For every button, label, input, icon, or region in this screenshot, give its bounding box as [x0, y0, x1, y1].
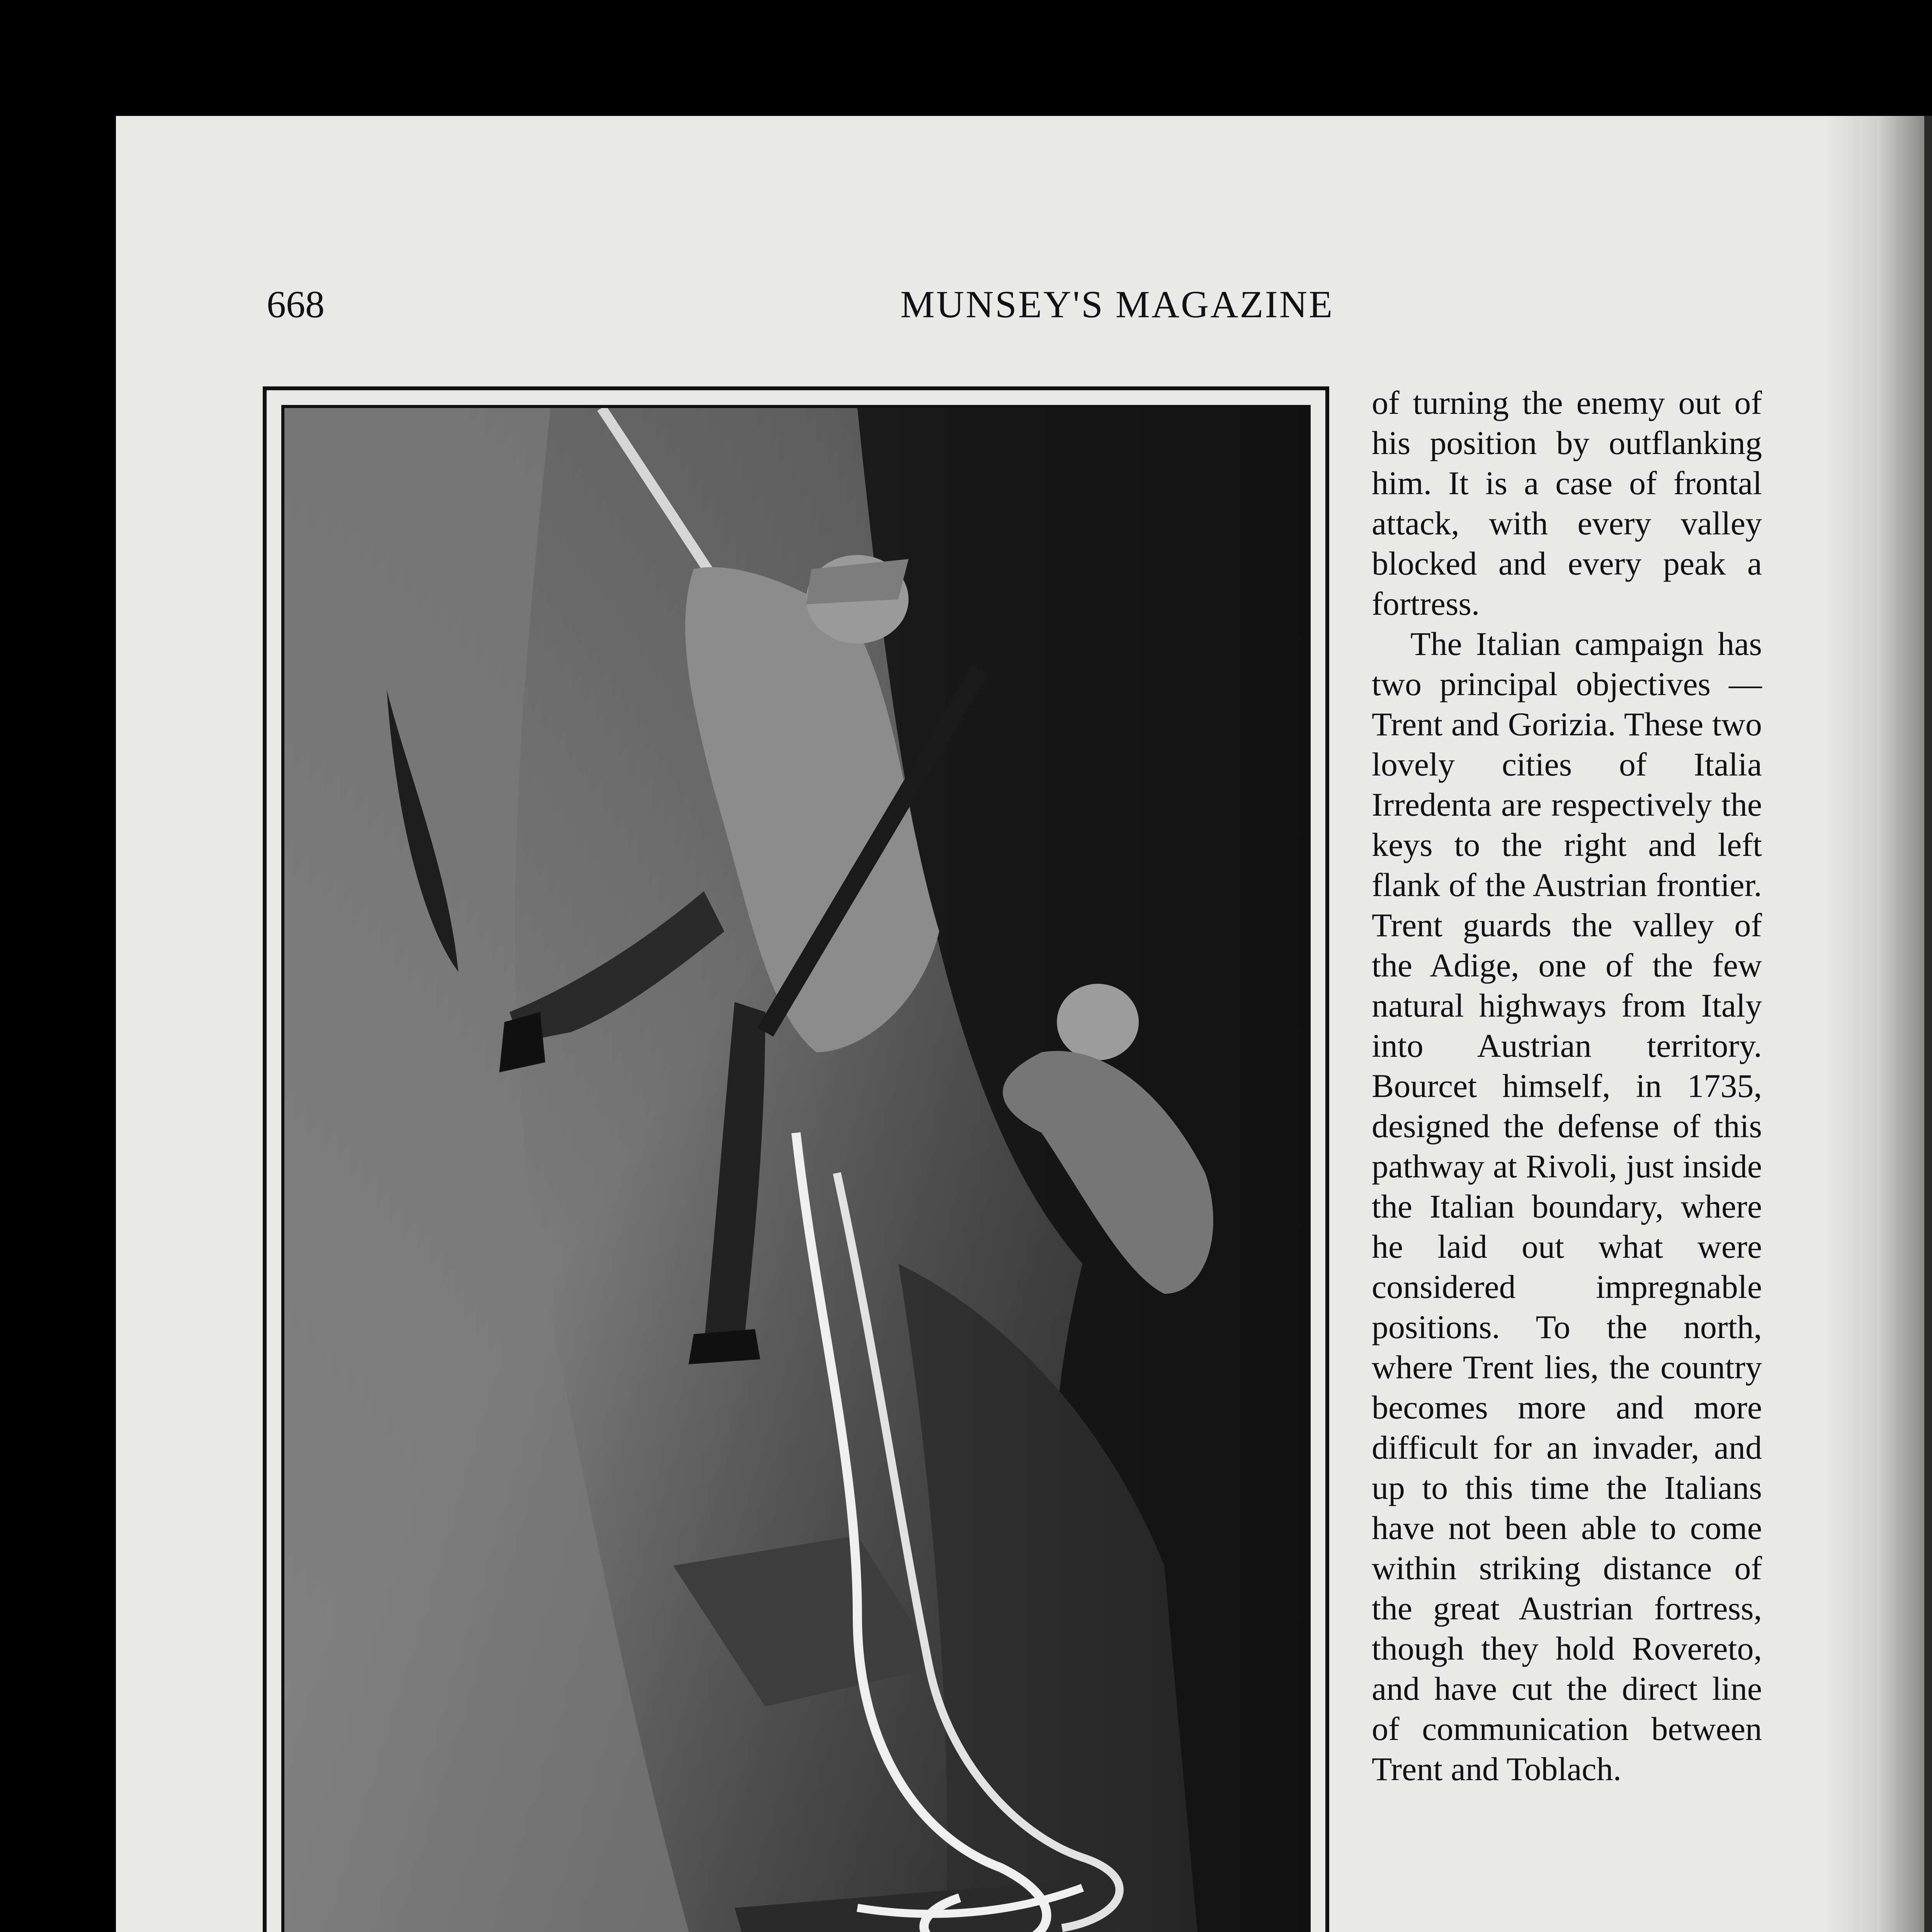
paragraph: of turning the enemy out of his position by outflanking him. It is a case of frontal attack, with every valley blocked and every peak a fortress.	[1372, 384, 1762, 622]
running-title: MUNSEY'S MAGAZINE	[900, 283, 1334, 326]
photograph	[281, 405, 1311, 1932]
binding-edge	[1924, 116, 1932, 1932]
page-spine-shadow	[1824, 116, 1924, 1932]
magazine-page	[116, 116, 1924, 1932]
paragraph: The Italian campaign has two principal objectives — Trent and Gorizia. These two lovely cities of Italia Irredenta are respectively the keys to the right and left flank of the Austrian frontier. Trent guards the valley of the Adige, one of the few natural highways from Italy into Austrian territory. Bourcet himself, in 1735, designed the defense of this pathway at Rivoli, just inside the Italian boundary, where he laid out what were considered impregnable positions. To the north, where Trent lies, the country becomes more and more difficult for an invader, and up to this time the Italians have not been able to come within striking distance of the great Austrian fortress, though they hold Rovereto, and have cut the direct line of communication between Trent and Toblach.	[1372, 625, 1762, 1787]
page-number: 668	[267, 283, 325, 326]
page-header	[267, 282, 1750, 336]
photo-frame	[263, 386, 1329, 1932]
article-column-right-top	[1372, 383, 1762, 1789]
photo-climbers-image	[284, 408, 1308, 1932]
